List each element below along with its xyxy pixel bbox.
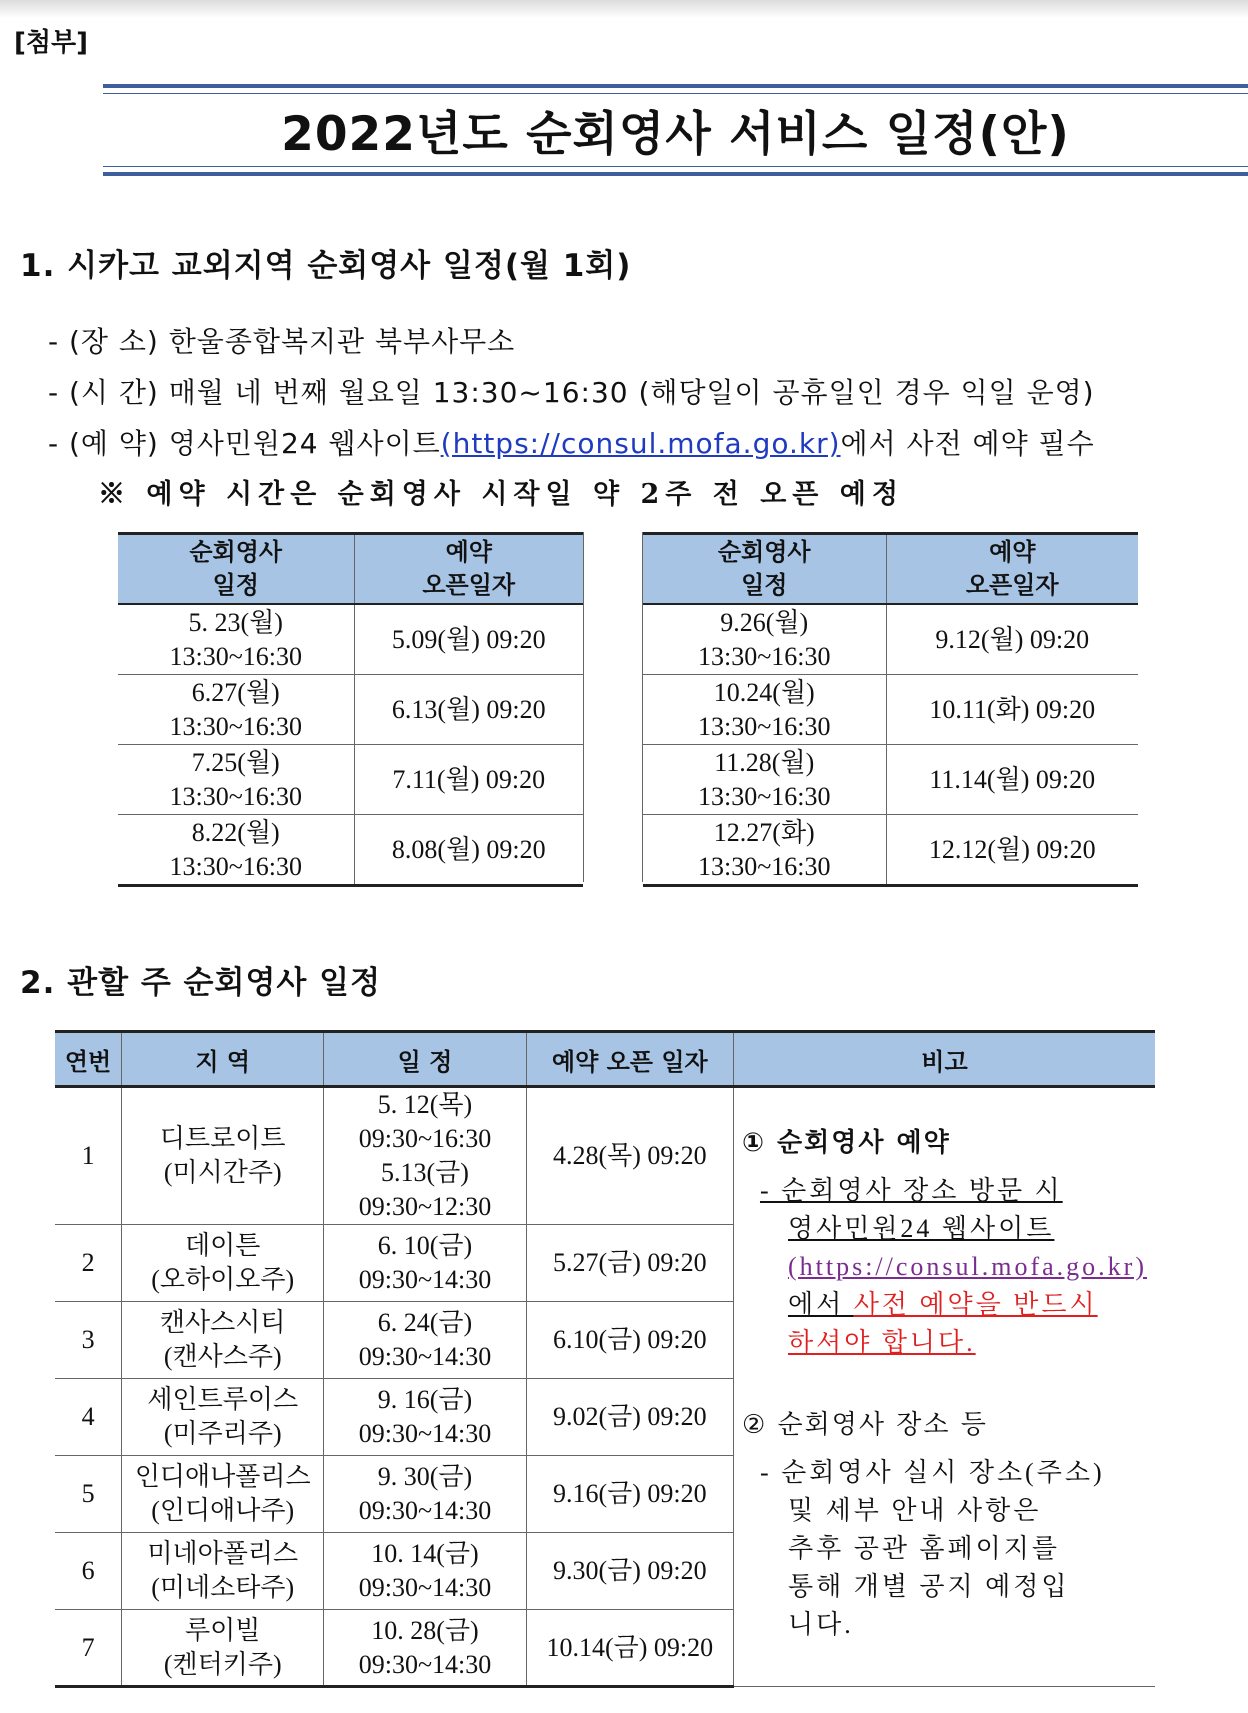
table-row: 4 세인트루이스 (미주리주) 9. 16(금) 09:30~14:30 9.02(금) 09:20 bbox=[55, 1379, 1155, 1456]
table-row: 3 캔사스시티 (캔사스주) 6. 24(금) 09:30~14:30 6.10(금) 09:20 bbox=[55, 1302, 1155, 1379]
header-schedule: 순회영사 일정 bbox=[118, 534, 354, 605]
reserve-prefix: - (예 약) 영사민원24 웹사이트 bbox=[48, 427, 441, 460]
jurisdiction-table bbox=[55, 1030, 1155, 1688]
table-row: 2 데이튼 (오하이오주) 6. 10(금) 09:30~14:30 5.27(금) 09:20 bbox=[55, 1225, 1155, 1302]
header-open: 예약 오픈 일자 bbox=[526, 1032, 733, 1087]
reservation-note: ※ 예약 시간은 순회영사 시작일 약 2주 전 오픈 예정 bbox=[98, 479, 904, 510]
reserve-suffix: 에서 사전 예약 필수 bbox=[840, 427, 1095, 460]
header-open-date: 예약 오픈일자 bbox=[886, 534, 1138, 605]
table-row: 12.27(화) 13:30~16:30 12.12(월) 09:20 bbox=[643, 815, 1138, 886]
table-row: 7 루이빌 (켄터키주) 10. 28(금) 09:30~14:30 10.14(금) 09:20 bbox=[55, 1610, 1155, 1687]
page-title: 2022년도 순회영사 서비스 일정(안) bbox=[281, 106, 1070, 162]
time-line: - (시 간) 매월 네 번째 월요일 13:30~16:30 (해당일이 공휴일인 경우 익일 운영) bbox=[48, 376, 1095, 409]
consul-link[interactable]: (https://consul.mofa.go.kr) bbox=[440, 427, 841, 460]
header-no: 연번 bbox=[55, 1032, 122, 1087]
header-schedule: 순회영사 일정 bbox=[643, 534, 886, 605]
table-row: 9.26(월) 13:30~16:30 9.12(월) 09:20 bbox=[643, 604, 1138, 675]
table-row: 8.22(월) 13:30~16:30 8.08(월) 09:20 bbox=[118, 815, 583, 886]
title-box bbox=[103, 84, 1248, 176]
header-region: 지 역 bbox=[122, 1032, 324, 1087]
table-row: 10.24(월) 13:30~16:30 10.11(화) 09:20 bbox=[643, 675, 1138, 745]
table-row: 7.25(월) 13:30~16:30 7.11(월) 09:20 bbox=[118, 745, 583, 815]
section2-heading: 2. 관할 주 순회영사 일정 bbox=[20, 965, 382, 1001]
header-open-date: 예약 오픈일자 bbox=[354, 534, 583, 605]
table-row: 5 인디애나폴리스 (인디애나주) 9. 30(금) 09:30~14:30 9.16(금) 09:20 bbox=[55, 1456, 1155, 1533]
remark-cell: ① 순회영사 예약 - 순회영사 장소 방문 시 영사민원24 웹사이트 (https://consul.mofa.go.kr) 에서 사전 예약을 반드시 하셔야 합니다. ② 순회영사 장소 등 - 순회영사 실시 장소(주소) 및 세부 안내 사항은 추후 공관 홈페이지를 통해 개별 공지 예정입 니다. bbox=[733, 1087, 1155, 1687]
remark-heading-2: ② 순회영사 장소 등 bbox=[741, 1410, 988, 1440]
table-row: 6.27(월) 13:30~16:30 6.13(월) 09:20 bbox=[118, 675, 583, 745]
section1-heading: 1. 시카고 교외지역 순회영사 일정(월 1회) bbox=[20, 248, 632, 284]
schedule-table-right bbox=[643, 532, 1138, 887]
reserve-line bbox=[48, 422, 1095, 462]
remark-heading-1: ① 순회영사 예약 bbox=[741, 1128, 951, 1158]
header-schedule: 일 정 bbox=[324, 1032, 526, 1087]
table-row: 11.28(월) 13:30~16:30 11.14(월) 09:20 bbox=[643, 745, 1138, 815]
table-row: 6 미네아폴리스 (미네소타주) 10. 14(금) 09:30~14:30 9.30(금) 09:20 bbox=[55, 1533, 1155, 1610]
table-row: 5. 23(월) 13:30~16:30 5.09(월) 09:20 bbox=[118, 604, 583, 675]
header-remark: 비고 bbox=[733, 1032, 1155, 1087]
attachment-label: [첨부] bbox=[14, 28, 88, 58]
place-line: - (장 소) 한울종합복지관 북부사무소 bbox=[48, 325, 516, 358]
table-gap bbox=[583, 532, 643, 882]
remark-link[interactable]: (https://consul.mofa.go.kr) bbox=[787, 1252, 1147, 1281]
top-shade bbox=[0, 0, 1248, 18]
table-row: 1 디트로이트 (미시간주) 5. 12(목) 09:30~16:30 5.13(금) 09:30~12:30 4.28(목) 09:20 ① 순회영사 예약 - 순회영사 장소 방문 시 영사민원24 웹사이트 (https://consul.mofa.go.kr) 에서 사전 예약을 반드시 하셔야 합니다. ② 순회영사 장소 등 - 순회영사 실시 장소(주소) 및 세부 안내 사항은 추후 공관 홈페이지를 통해 개별 공지 예정입 니다. bbox=[55, 1087, 1155, 1225]
schedule-table-left bbox=[118, 532, 583, 887]
